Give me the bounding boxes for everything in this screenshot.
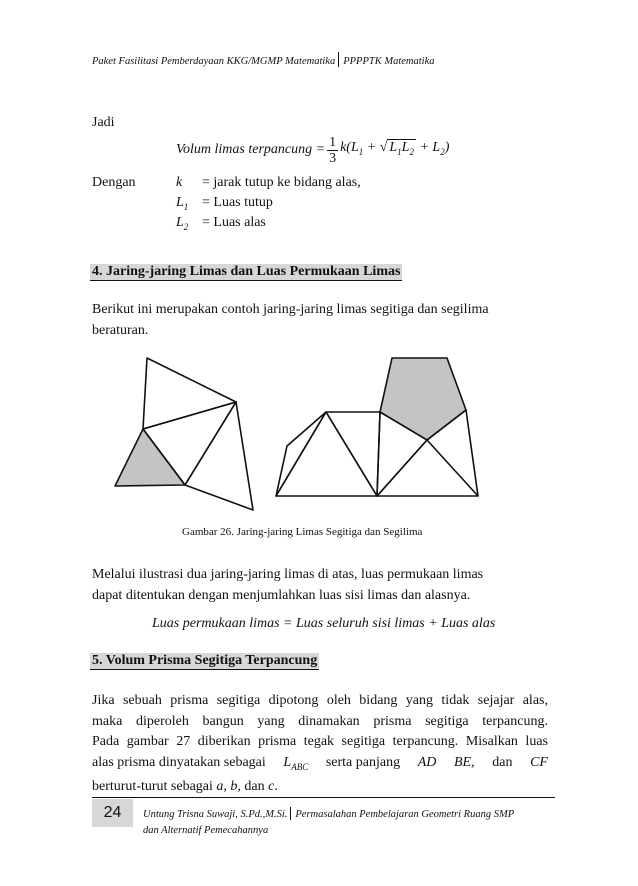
definition-l1: $L_1$ = Luas tutup xyxy=(176,195,273,212)
figure-caption: Gambar 26. Jaring-jaring Limas Segitiga dan Segilima xyxy=(182,526,423,538)
section-5-line-4: alas prisma dinyatakan sebagai $L_{ABC}$ serta panjang AD BE, dan CF xyxy=(92,754,548,772)
definition-l2: $L_2$ = Luas alas xyxy=(176,215,266,232)
header-right: PPPPTK Matematika xyxy=(343,56,435,67)
footer-rule xyxy=(92,797,555,798)
footer-title-cont: dan Alternatif Pemecahannya xyxy=(143,825,269,836)
fraction-numerator: 1 xyxy=(329,134,337,150)
paragraph-surface-area: Melalui ilustrasi dua jaring-jaring limas di atas, luas permukaan limas dapat ditentukan dengan menjumlahkan luas sisi limas dan alasnya. xyxy=(92,567,484,603)
footer-title: Permasalahan Pembelajaran Geometri Ruang SMP xyxy=(295,809,515,820)
running-header xyxy=(92,52,435,67)
header-separator xyxy=(338,52,339,67)
surface-area-formula: Luas permukaan limas = Luas seluruh sisi limas + Luas alas xyxy=(152,616,496,631)
definitions-label: Dengan xyxy=(92,175,136,190)
section-5-line-5: berturut-turut sebagai a, b, dan c. xyxy=(92,778,278,794)
section-5-heading: 5. Volum Prisma Segitiga Terpancung xyxy=(92,653,318,668)
fraction-one-third xyxy=(327,135,338,166)
formula-rhs: $k(L_1$ + √ $L_1L_2 + L_2$) xyxy=(340,140,450,157)
definition-k: k = jarak tutup ke bidang alas, xyxy=(176,175,361,190)
pentagon-net-base xyxy=(380,358,466,440)
volume-formula xyxy=(176,130,449,170)
pentagon-net-face-3 xyxy=(276,412,377,496)
formula-lhs: Volum limas terpancung = xyxy=(176,142,326,157)
formula-intro: Jadi xyxy=(92,115,115,130)
header-left: Paket Fasilitasi Pemberdayaan KKG/MGMP Matematika xyxy=(92,56,336,67)
triangle-net-right-face xyxy=(185,402,253,510)
fraction-denominator: 3 xyxy=(329,150,337,166)
section-5-paragraph: Jika sebuah prisma segitiga dipotong oleh bidang yang tidak sejajar alas, maka diperoleh bangun yang dinamakan prisma segitiga terpancung. Pada gambar 27 diberikan prisma tegak segitiga terpancung. Misalkan luas alas prisma dinyatakan sebagai $L_{ABC}$ serta panjang AD BE, dan CF berturut-turut sebagai a, b, dan c. xyxy=(92,691,548,797)
pentagon-net-edge xyxy=(427,440,478,496)
pentagon-net-face-4 xyxy=(276,412,326,496)
triangle-net-top-face xyxy=(143,358,236,429)
footer-separator xyxy=(290,807,291,820)
nets-figure xyxy=(100,345,500,515)
footer-author: Untung Trisna Suwaji, S.Pd.,M.Si. xyxy=(143,809,288,820)
page-number: 24 xyxy=(92,799,133,827)
section-4-heading: 4. Jaring-jaring Limas dan Luas Permukaan Limas xyxy=(92,264,401,279)
section-4-intro: Berikut ini merupakan contoh jaring-jaring limas segitiga dan segilima beraturan. xyxy=(92,302,489,338)
footer-text xyxy=(143,807,514,839)
